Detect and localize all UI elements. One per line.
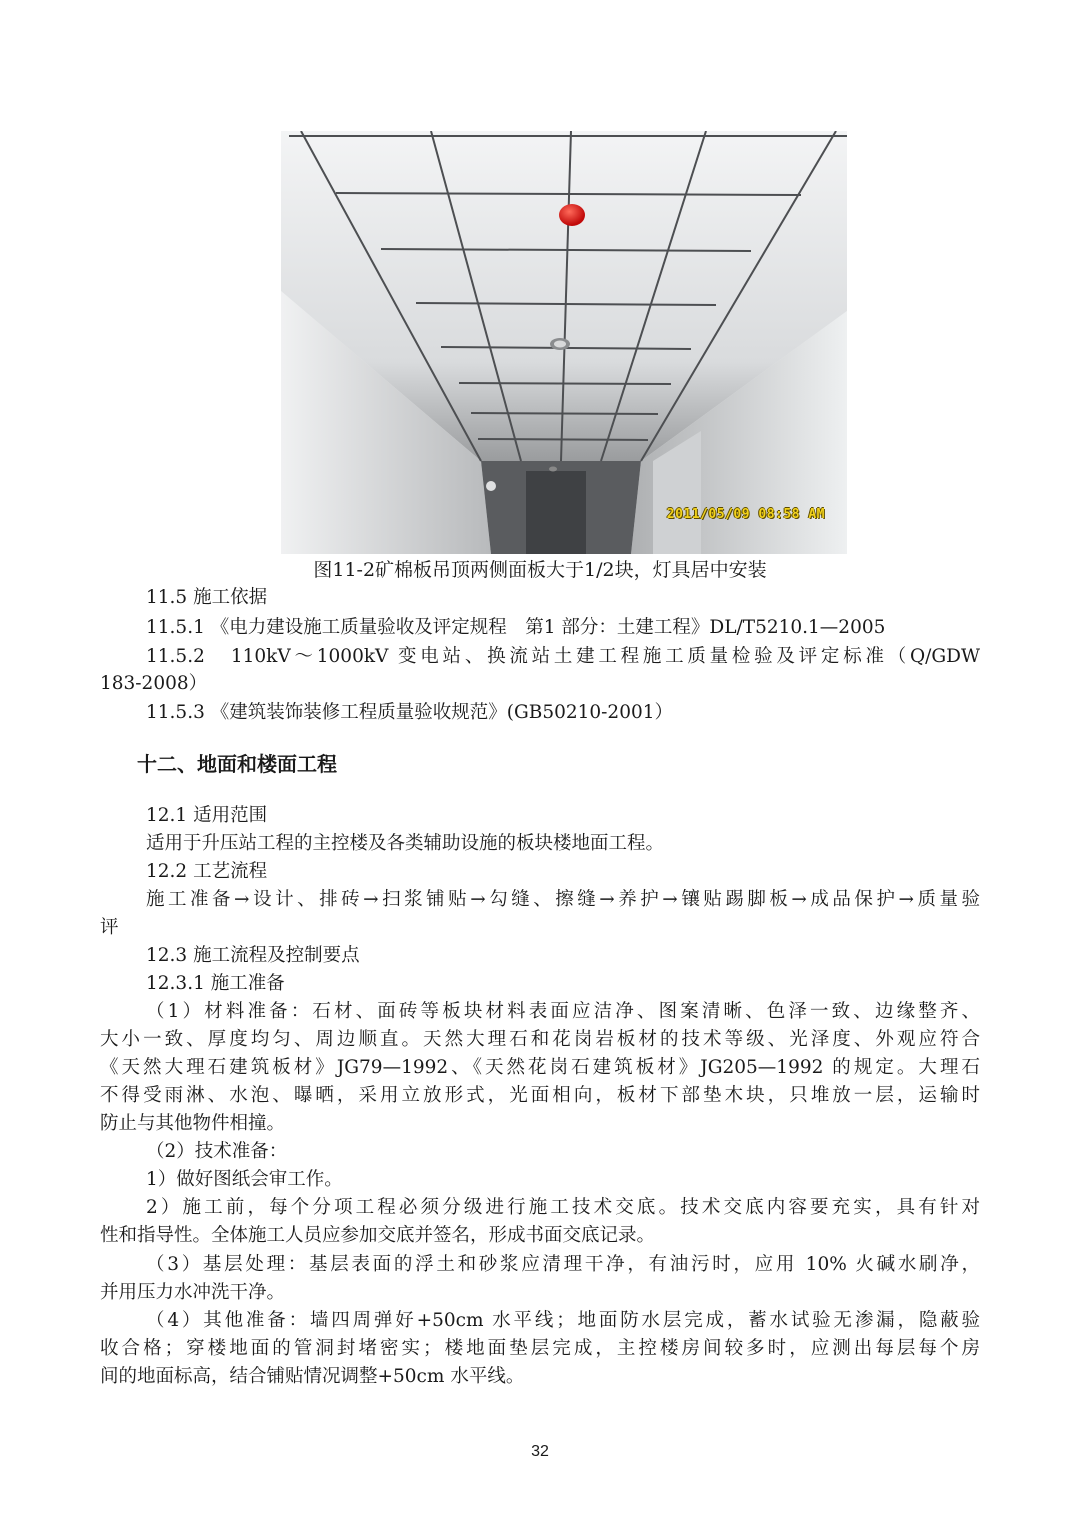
reference-item: 11.5.2 110kV～1000kV 变电站、换流站土建工程施工质量检验及评定标准（Q/GDW [146, 646, 980, 667]
paragraph: （3）基层处理：基层表面的浮土和砂浆应清理干净，有油污时，应用 10% 火碱水刷净， [146, 1254, 980, 1275]
paragraph-continued: 不得受雨淋、水泡、曝晒，采用立放形式，光面相向，板材下部垫木块，只堆放一层，运输时 [100, 1085, 980, 1106]
chapter-heading: 十二、地面和楼面工程 [137, 752, 337, 776]
paragraph: 2）施工前，每个分项工程必须分级进行施工技术交底。技术交底内容要充实，具有针对 [146, 1197, 980, 1218]
figure-caption: 图11-2矿棉板吊顶两侧面板大于1/2块，灯具居中安装 [313, 559, 767, 581]
paragraph: （1）材料准备：石材、面砖等板块材料表面应洁净、图案清晰、色泽一致、边缘整齐、 [146, 1001, 980, 1022]
section-title: 12.1 适用范围 [146, 805, 268, 826]
paragraph-continued: 并用压力水冲洗干净。 [100, 1282, 286, 1303]
paragraph-continued: 《天然大理石建筑板材》JG79—1992、《天然花岗石建筑板材》JG205—1992 的规定。大理石 [100, 1057, 980, 1078]
section-title: 11.5 施工依据 [146, 587, 268, 608]
paragraph-continued: 评 [100, 917, 119, 938]
subsection-title: 12.3.1 施工准备 [146, 973, 285, 994]
ceiling-photo [281, 131, 847, 554]
paragraph-continued: 收合格；穿楼地面的管洞封堵密实；楼地面垫层完成，主控楼房间较多时，应测出每层每个房 [100, 1338, 980, 1359]
paragraph-continued: 间的地面标高，结合铺贴情况调整+50cm 水平线。 [100, 1366, 525, 1387]
reference-item-continued: 183-2008） [100, 673, 208, 694]
paragraph: （4）其他准备：墙四周弹好+50cm 水平线；地面防水层完成，蓄水试验无渗漏，隐蔽验 [146, 1310, 980, 1331]
paragraph: 1）做好图纸会审工作。 [146, 1169, 343, 1190]
page-number: 32 [531, 1443, 549, 1460]
paragraph-continued: 大小一致、厚度均匀、周边顺直。天然大理石和花岗岩板材的技术等级、光泽度、外观应符合 [100, 1029, 980, 1050]
reference-item: 11.5.1 《电力建设施工质量验收及评定规程 第1 部分：土建工程》DL/T5210.1—2005 [146, 617, 886, 638]
reference-item: 11.5.3 《建筑装饰装修工程质量验收规范》(GB50210-2001） [146, 702, 673, 723]
photo-timestamp: 2011/05/09 08:58 AM [666, 507, 825, 522]
paragraph-continued: 防止与其他物件相撞。 [100, 1113, 286, 1134]
paragraph-continued: 性和指导性。全体施工人员应参加交底并签名，形成书面交底记录。 [100, 1225, 656, 1246]
paragraph: 适用于升压站工程的主控楼及各类辅助设施的板块楼地面工程。 [146, 833, 665, 854]
paragraph: 施工准备→设计、排砖→扫浆铺贴→勾缝、擦缝→养护→镶贴踢脚板→成品保护→质量验 [146, 889, 980, 910]
section-title: 12.3 施工流程及控制要点 [146, 945, 360, 966]
section-title: 12.2 工艺流程 [146, 861, 268, 882]
paragraph: （2）技术准备： [146, 1141, 288, 1162]
